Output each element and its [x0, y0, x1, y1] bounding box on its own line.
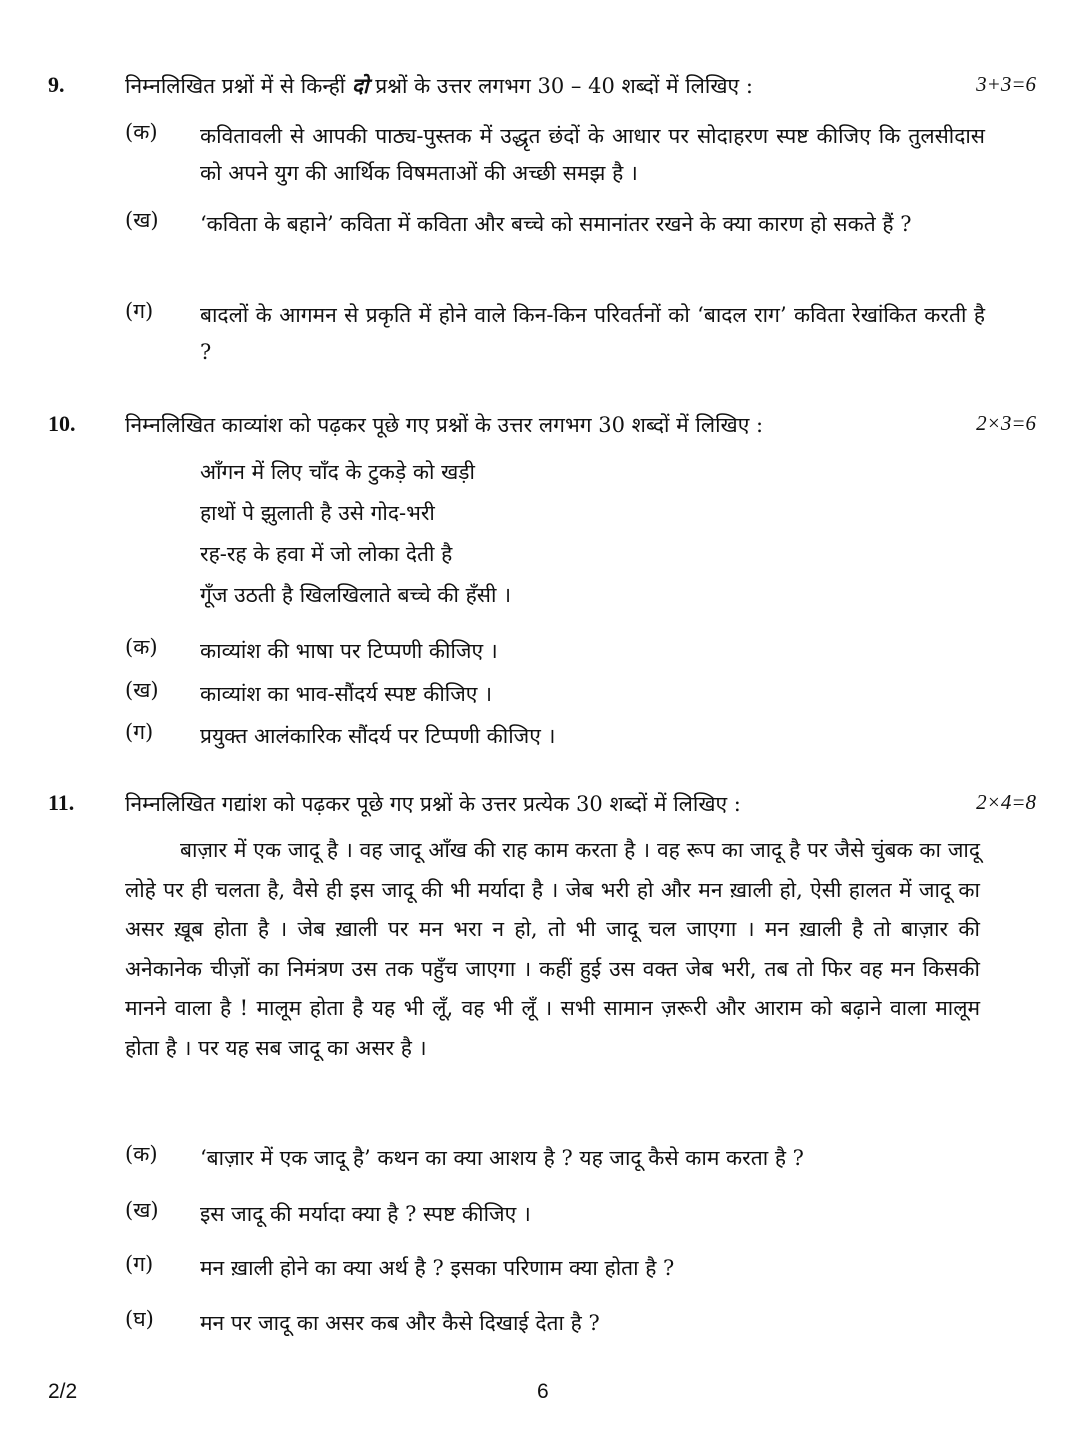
- marks: 2×4=8: [976, 790, 1036, 814]
- stem-emphasis: दो: [351, 73, 369, 98]
- stem-text: प्रश्नों के उत्तर लगभग 30 – 40 शब्दों में लिखिए :: [375, 74, 753, 98]
- sub-question: [125, 1305, 985, 1342]
- sub-question-text: इस जादू की मर्यादा क्या है ? स्पष्ट कीजिए ।: [200, 1202, 531, 1226]
- poem-excerpt: [200, 452, 511, 616]
- sub-question-label: (ग): [125, 299, 154, 323]
- page-number: 6: [537, 1380, 549, 1403]
- paper-code: 2/2: [48, 1380, 78, 1403]
- marks: 2×3=6: [976, 411, 1036, 435]
- sub-question: [125, 206, 985, 282]
- sub-question: [125, 118, 985, 194]
- question-stem: [125, 72, 753, 100]
- poem-line: हाथों पे झुलाती है उसे गोद-भरी: [200, 501, 435, 525]
- sub-question-label: (ख): [125, 678, 159, 702]
- marks: 3+3=6: [976, 72, 1036, 96]
- sub-question-label: (ग): [125, 720, 154, 744]
- sub-question-label: (घ): [125, 1307, 154, 1331]
- sub-question-text: काव्यांश का भाव-सौंदर्य स्पष्ट कीजिए ।: [200, 682, 493, 706]
- sub-question-text: प्रयुक्त आलंकारिक सौंदर्य पर टिप्पणी कीजिए ।: [200, 724, 556, 748]
- sub-question-label: (क): [125, 1142, 158, 1166]
- question-number: 11.: [48, 790, 75, 815]
- question-number: 9.: [48, 72, 65, 97]
- sub-question-text: मन ख़ाली होने का क्या अर्थ है ? इसका परिणाम क्या होता है ?: [200, 1256, 675, 1280]
- sub-question: [125, 718, 985, 755]
- sub-question: [125, 1140, 985, 1177]
- sub-question: [125, 633, 985, 670]
- stem-text: निम्नलिखित प्रश्नों में से किन्हीं: [125, 74, 346, 98]
- poem-line: आँगन में लिए चाँद के टुकड़े को खड़ी: [200, 460, 475, 484]
- sub-question-text: कवितावली से आपकी पाठ्य-पुस्तक में उद्धृत छंदों के आधार पर सोदाहरण स्पष्ट कीजिए कि तुलसीदास को अपने युग की आर्थिक विषमताओं की अच्छी समझ है ।: [200, 124, 985, 185]
- sub-question-label: (क): [125, 120, 158, 144]
- sub-question-text: काव्यांश की भाषा पर टिप्पणी कीजिए ।: [200, 639, 498, 663]
- sub-question-label: (ख): [125, 208, 159, 232]
- question-stem: निम्नलिखित गद्यांश को पढ़कर पूछे गए प्रश्नों के उत्तर प्रत्येक 30 शब्दों में लिखिए :: [125, 792, 741, 816]
- sub-question: [125, 676, 985, 713]
- sub-question: [125, 1196, 985, 1233]
- poem-line: गूँज उठती है खिलखिलाते बच्चे की हँसी ।: [200, 583, 512, 607]
- sub-question-label: (क): [125, 635, 158, 659]
- sub-question-label: (ख): [125, 1198, 159, 1222]
- sub-question-label: (ग): [125, 1252, 154, 1276]
- sub-question: [125, 297, 985, 373]
- sub-question: [125, 1250, 985, 1287]
- sub-question-text: ‘कविता के बहाने’ कविता में कविता और बच्चे को समानांतर रखने के क्या कारण हो सकते हैं ?: [200, 212, 912, 236]
- sub-question-text: ‘बाज़ार में एक जादू है’ कथन का क्या आशय है ? यह जादू कैसे काम करता है ?: [200, 1146, 804, 1170]
- sub-question-text: बादलों के आगमन से प्रकृति में होने वाले किन-किन परिवर्तनों को ‘बादल राग’ कविता रेखांकित करती है ?: [200, 303, 985, 364]
- question-number: 10.: [48, 411, 76, 436]
- prose-passage: बाज़ार में एक जादू है । वह जादू आँख की राह काम करता है । वह रूप का जादू है पर जैसे चुंबक का जादू लोहे पर ही चलता है, वैसे ही इस जादू की भी मर्यादा है । जेब भरी हो और मन ख़ाली हो, ऐसी हालत में जादू का असर ख़ूब होता है । जेब ख़ाली पर मन भरा न हो, तो भी जादू चल जाएगा । मन ख़ाली है तो बाज़ार की अनेकानेक चीज़ों का निमंत्रण उस तक पहुँच जाएगा । कहीं हुई उस वक्त जेब भरी, तब तो फिर वह मन किसकी मानने वाला है ! मालूम होता है यह भी लूँ, वह भी लूँ । सभी सामान ज़रूरी और आराम को बढ़ाने वाला मालूम होता है । पर यह सब जादू का असर है ।: [125, 838, 980, 1060]
- question-stem: निम्नलिखित काव्यांश को पढ़कर पूछे गए प्रश्नों के उत्तर लगभग 30 शब्दों में लिखिए :: [125, 413, 764, 437]
- sub-question-text: मन पर जादू का असर कब और कैसे दिखाई देता है ?: [200, 1311, 600, 1335]
- poem-line: रह-रह के हवा में जो लोका देती है: [200, 542, 453, 566]
